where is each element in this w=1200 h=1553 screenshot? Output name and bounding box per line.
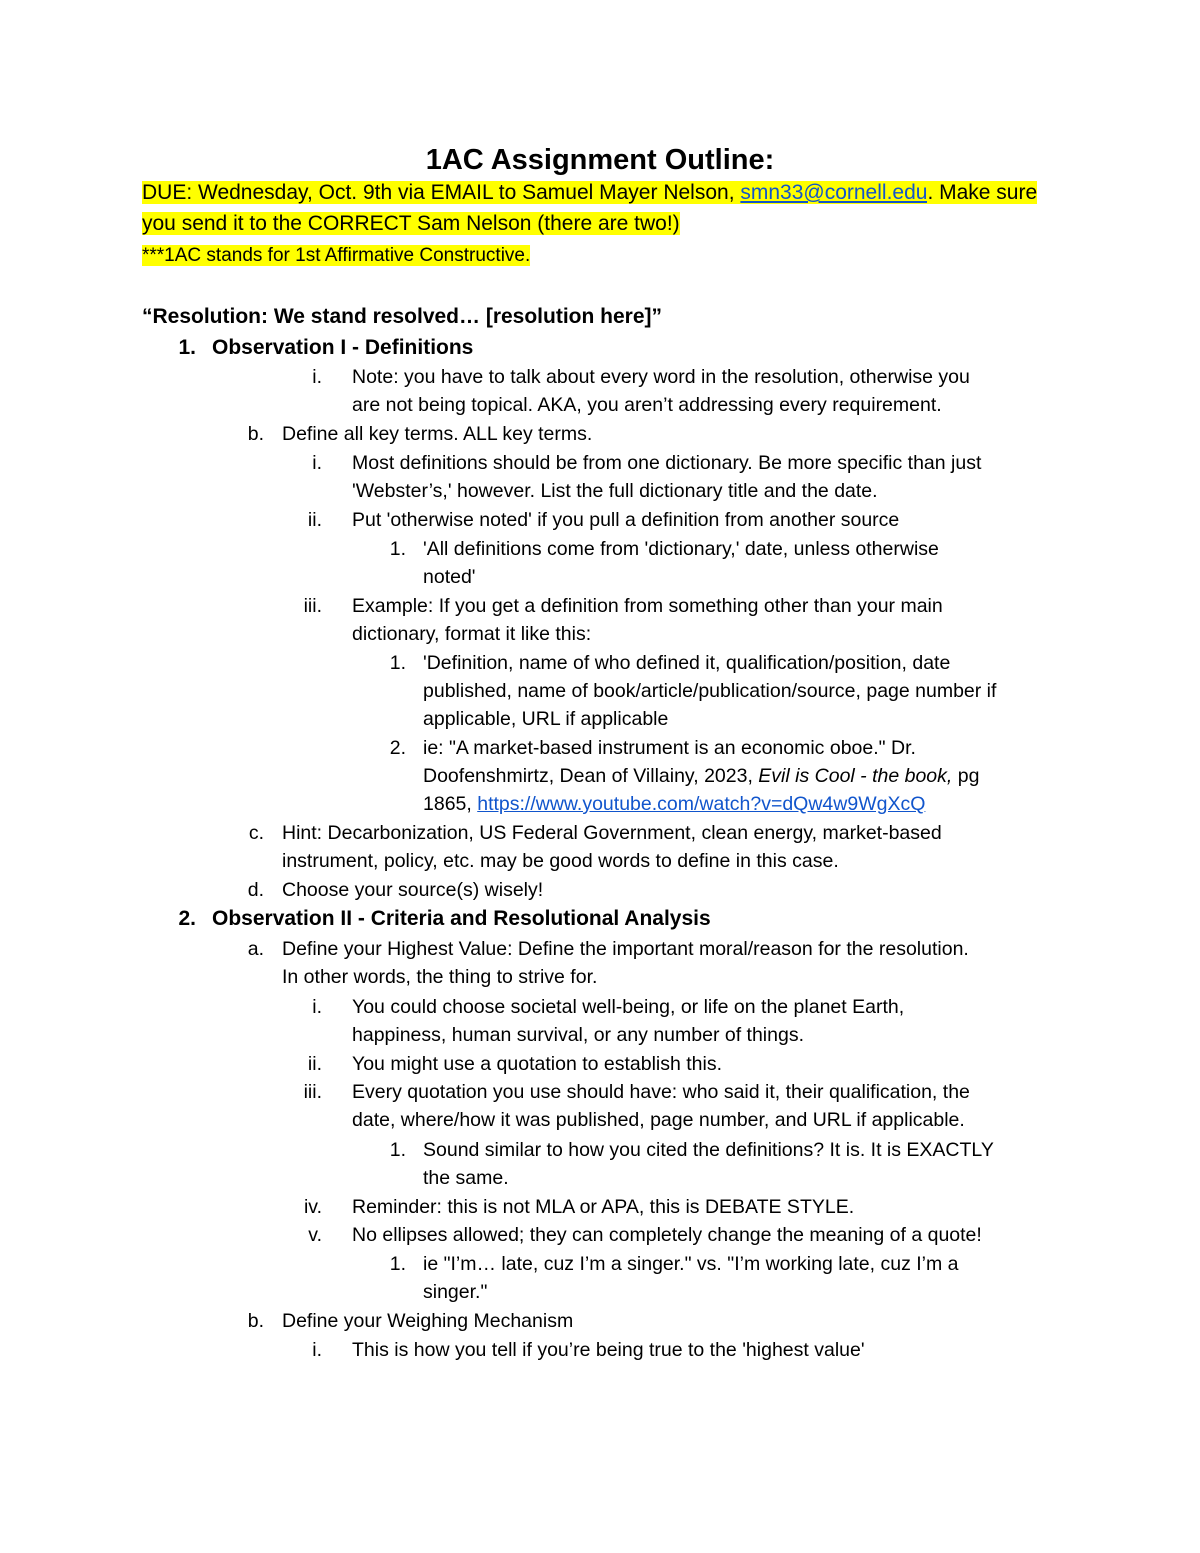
list-marker: v.	[308, 1224, 322, 1246]
list-marker: iii.	[303, 1081, 322, 1103]
ac-note	[142, 242, 530, 270]
list-marker: iv.	[303, 1196, 322, 1218]
list-item: dictionary, format it like this:	[352, 623, 592, 645]
list-item: Put 'otherwise noted' if you pull a definition from another source	[352, 509, 900, 531]
list-marker: ii.	[307, 1053, 322, 1075]
list-item: date, where/how it was published, page number, and URL if applicable.	[352, 1109, 965, 1131]
list-marker: 1.	[389, 1253, 406, 1275]
due-notice	[142, 177, 1062, 239]
list-marker: i.	[312, 366, 322, 388]
citation-text: 1865,	[423, 793, 478, 815]
list-item	[423, 790, 925, 818]
book-title: Evil is Cool - the book,	[758, 765, 953, 787]
list-item: 'Definition, name of who defined it, qualification/position, date	[423, 652, 951, 674]
ac-note-text: ***1AC stands for 1st Affirmative Constructive.	[142, 245, 531, 266]
list-item: applicable, URL if applicable	[423, 708, 669, 730]
list-marker: 2.	[178, 907, 196, 930]
list-item: Example: If you get a definition from something other than your main	[352, 595, 943, 617]
list-item: 'All definitions come from 'dictionary,' date, unless otherwise	[423, 538, 939, 560]
list-item: Note: you have to talk about every word in the resolution, otherwise you	[352, 366, 970, 388]
list-item: Hint: Decarbonization, US Federal Government, clean energy, market-based	[282, 822, 942, 844]
list-item: Sound similar to how you cited the definitions? It is. It is EXACTLY	[423, 1139, 994, 1161]
citation-text: pg	[952, 765, 980, 787]
list-item: the same.	[423, 1167, 509, 1189]
list-marker: 1.	[389, 652, 406, 674]
list-item	[423, 762, 979, 790]
list-marker: a.	[247, 938, 264, 960]
list-item: Every quotation you use should have: who said it, their qualification, the	[352, 1081, 970, 1103]
list-marker: 2.	[389, 737, 406, 759]
list-item: Choose your source(s) wisely!	[282, 879, 544, 901]
citation-text: Doofenshmirtz, Dean of Villainy, 2023,	[423, 765, 759, 787]
youtube-link[interactable]: https://www.youtube.com/watch?v=dQw4w9WgXcQ	[477, 793, 926, 815]
list-item: happiness, human survival, or any number of things.	[352, 1024, 804, 1046]
list-marker: 1.	[178, 336, 196, 359]
list-marker: i.	[312, 996, 322, 1018]
list-marker: 1.	[389, 1139, 406, 1161]
list-item: are not being topical. AKA, you aren’t addressing every requirement.	[352, 394, 942, 416]
list-item: You could choose societal well-being, or life on the planet Earth,	[352, 996, 905, 1018]
list-item: Define all key terms. ALL key terms.	[282, 423, 593, 445]
observation-2-heading: Observation II - Criteria and Resolutional Analysis	[212, 907, 711, 930]
due-text: DUE: Wednesday, Oct. 9th via EMAIL to Samuel Mayer Nelson,	[142, 181, 741, 204]
list-marker: d.	[247, 879, 264, 901]
list-item: ie: "A market-based instrument is an economic oboe." Dr.	[423, 737, 916, 759]
list-item: instrument, policy, etc. may be good words to define in this case.	[282, 850, 839, 872]
list-marker: 1.	[389, 538, 406, 560]
list-marker: i.	[312, 452, 322, 474]
document-title: 1AC Assignment Outline:	[425, 144, 775, 176]
list-item: Define your Weighing Mechanism	[282, 1310, 574, 1332]
list-marker: c.	[248, 822, 264, 844]
list-marker: ii.	[307, 509, 322, 531]
list-marker: b.	[247, 1310, 264, 1332]
list-item: 'Webster’s,' however. List the full dictionary title and the date.	[352, 480, 878, 502]
list-item: ie "I’m… late, cuz I’m a singer." vs. "I’m working late, cuz I’m a	[423, 1253, 959, 1275]
list-item: In other words, the thing to strive for.	[282, 966, 598, 988]
list-item: You might use a quotation to establish this.	[352, 1053, 723, 1075]
list-item: No ellipses allowed; they can completely change the meaning of a quote!	[352, 1224, 982, 1246]
list-item: This is how you tell if you’re being true to the 'highest value'	[352, 1339, 865, 1361]
list-item: published, name of book/article/publication/source, page number if	[423, 680, 997, 702]
list-item: Reminder: this is not MLA or APA, this is DEBATE STYLE.	[352, 1196, 855, 1218]
list-item: Most definitions should be from one dictionary. Be more specific than just	[352, 452, 982, 474]
list-item: singer."	[423, 1281, 488, 1303]
list-marker: b.	[247, 423, 264, 445]
list-marker: i.	[312, 1339, 322, 1361]
list-item: noted'	[423, 566, 476, 588]
resolution-heading: “Resolution: We stand resolved… [resolution here]”	[142, 305, 663, 328]
observation-1-heading: Observation I - Definitions	[212, 336, 474, 359]
list-marker: iii.	[303, 595, 322, 617]
email-link[interactable]: smn33@cornell.edu	[740, 181, 928, 204]
list-item: Define your Highest Value: Define the important moral/reason for the resolution.	[282, 938, 969, 960]
due-text-after: . Make sure you send it to the CORRECT Sam Nelson (there are two!)	[142, 181, 1038, 235]
